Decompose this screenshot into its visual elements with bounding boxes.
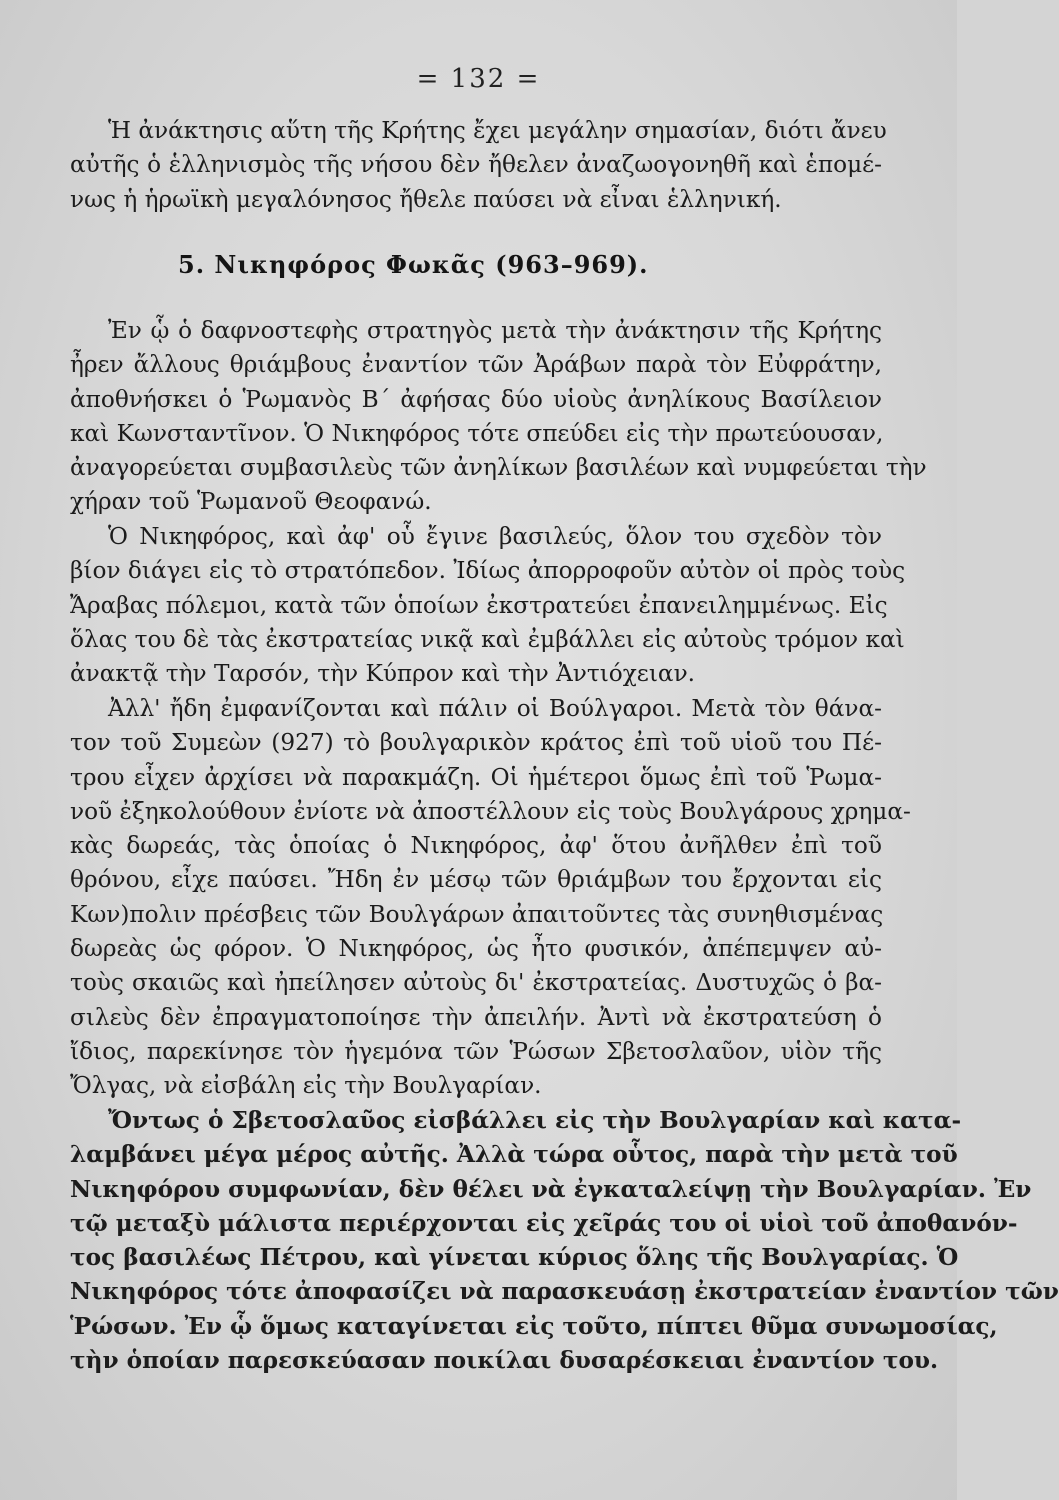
text-line: Κων)πολιν πρέσβεις τῶν Βουλγάρων ἀπαιτοῦντες τὰς συνηθισμένας bbox=[70, 900, 884, 928]
section-heading: 5. Νικηφόρος Φωκᾶς (963–969). bbox=[178, 250, 649, 279]
text-line: Ἡ ἀνάκτησις αὕτη τῆς Κρήτης ἔχει μεγάλην σημασίαν, διότι ἄνευ bbox=[108, 117, 887, 144]
text-line: δωρεὰς ὡς φόρον. Ὁ Νικηφόρος, ὡς ἦτο φυσικόν, ἀπέπεμψεν αὐ- bbox=[70, 935, 882, 963]
text-line: Ὁ Νικηφόρος, καὶ ἀφ' οὗ ἔγινε βασιλεύς, ὅλον του σχεδὸν τὸν bbox=[108, 523, 882, 550]
paragraph-bulgarians bbox=[70, 692, 911, 1104]
text-line: Ῥώσων. Ἐν ᾧ ὅμως καταγίνεται εἰς τοῦτο, πίπτει θῦμα συνωμοσίας, bbox=[70, 1312, 998, 1340]
text-line: τὴν ὁποίαν παρεσκεύασαν ποικίλαι δυσαρέσκειαι ἐναντίον του. bbox=[70, 1347, 939, 1375]
text-line: λαμβάνει μέγα μέρος αὐτῆς. Ἀλλὰ τώρα οὗτος, παρὰ τὴν μετὰ τοῦ bbox=[70, 1141, 958, 1169]
text-line: σιλεὺς δὲν ἐπραγματοποίησε τὴν ἀπειλήν. Ἀντὶ νὰ ἐκστρατεύση ὁ bbox=[70, 1003, 882, 1031]
text-line: ἀναγορεύεται συμβασιλεὺς τῶν ἀνηλίκων βασιλέων καὶ νυμφεύεται τὴν bbox=[70, 454, 927, 482]
text-line: αὐτῆς ὁ ἑλληνισμὸς τῆς νήσου δὲν ἤθελεν ἀναζωογονηθῆ καὶ ἑπομέ- bbox=[70, 151, 882, 179]
text-line: Νικηφόρου συμφωνίαν, δὲν θέλει νὰ ἐγκαταλείψῃ τὴν Βουλγαρίαν. Ἐν bbox=[70, 1175, 1032, 1203]
text-line: ἀνακτᾷ τὴν Ταρσόν, τὴν Κύπρον καὶ τὴν Ἀντιόχειαν. bbox=[70, 660, 696, 688]
text-line: ἦρεν ἄλλους θριάμβους ἐναντίον τῶν Ἀράβων παρὰ τὸν Εὐφράτην, bbox=[70, 351, 882, 379]
text-line: τος βασιλέως Πέτρου, καὶ γίνεται κύριος ὅλης τῆς Βουλγαρίας. Ὁ bbox=[70, 1244, 959, 1272]
text-line: θρόνου, εἶχε παύσει. Ἤδη ἐν μέσῳ τῶν θριάμβων του ἔρχονται εἰς bbox=[70, 866, 882, 894]
text-line: Ἄραβας πόλεμοι, κατὰ τῶν ὁποίων ἐκστρατεύει ἐπανειλημμένως. Εἰς bbox=[70, 591, 888, 619]
page-number: = 132 = bbox=[416, 64, 541, 94]
text-line: τῷ μεταξὺ μάλιστα περιέρχονται εἰς χεῖράς του οἱ υἱοὶ τοῦ ἀποθανόν- bbox=[70, 1209, 1018, 1237]
paragraph-arab-wars bbox=[70, 520, 906, 691]
text-line: ἀποθνήσκει ὁ Ῥωμανὸς Β΄ ἀφήσας δύο υἱοὺς ἀνηλίκους Βασίλειον bbox=[70, 385, 882, 413]
paragraph-nikephoros-ascension bbox=[70, 314, 927, 520]
text-line: βίον διάγει εἰς τὸ στρατόπεδον. Ἰδίως ἀπορροφοῦν αὐτὸν οἱ πρὸς τοὺς bbox=[70, 557, 906, 585]
paragraph-svetoslav bbox=[70, 1104, 1059, 1378]
text-line: Ὄλγας, νὰ εἰσβάλη εἰς τὴν Βουλγαρίαν. bbox=[70, 1072, 542, 1100]
text-line: νοῦ ἐξηκολούθουν ἐνίοτε νὰ ἀποστέλλουν εἰς τοὺς Βουλγάρους χρημα- bbox=[70, 797, 911, 825]
text-line: χήραν τοῦ Ῥωμανοῦ Θεοφανώ. bbox=[70, 488, 432, 516]
text-line: τον τοῦ Συμεὼν (927) τὸ βουλγαρικὸν κράτος ἐπὶ τοῦ υἱοῦ του Πέ- bbox=[70, 729, 882, 757]
text-line: νως ἡ ἡρωϊκὴ μεγαλόνησος ἤθελε παύσει νὰ εἶναι ἑλληνική. bbox=[70, 185, 782, 213]
text-line: Νικηφόρος τότε ἀποφασίζει νὰ παρασκευάσῃ ἐκστρατείαν ἐναντίον τῶν bbox=[70, 1278, 1059, 1306]
text-line: τρου εἶχεν ἀρχίσει νὰ παρακμάζη. Οἱ ἡμέτεροι ὅμως ἐπὶ τοῦ Ῥωμα- bbox=[70, 763, 882, 791]
text-line: Ὄντως ὁ Σβετοσλαῦος εἰσβάλλει εἰς τὴν Βουλγαρίαν καὶ κατα- bbox=[108, 1107, 962, 1134]
paragraph-crete-recovery bbox=[70, 114, 887, 217]
text-line: κὰς δωρεάς, τὰς ὁποίας ὁ Νικηφόρος, ἀφ' ὅτου ἀνῆλθεν ἐπὶ τοῦ bbox=[70, 832, 882, 860]
text-line: τοὺς σκαιῶς καὶ ἠπείλησεν αὐτοὺς δι' ἐκστρατείας. Δυστυχῶς ὁ βα- bbox=[70, 969, 882, 997]
text-line: καὶ Κωνσταντῖνον. Ὁ Νικηφόρος τότε σπεύδει εἰς τὴν πρωτεύουσαν, bbox=[70, 419, 884, 447]
text-line: Ἐν ᾧ ὁ δαφνοστεφὴς στρατηγὸς μετὰ τὴν ἀνάκτησιν τῆς Κρήτης bbox=[108, 317, 882, 344]
text-line: ἴδιος, παρεκίνησε τὸν ἡγεμόνα τῶν Ῥώσων Σβετοσλαῦον, υἱὸν τῆς bbox=[70, 1037, 882, 1065]
text-line: ὅλας του δὲ τὰς ἐκστρατείας νικᾷ καὶ ἐμβάλλει εἰς αὐτοὺς τρόμον καὶ bbox=[70, 625, 905, 653]
text-line: Ἀλλ' ἤδη ἐμφανίζονται καὶ πάλιν οἱ Βούλγαροι. Μετὰ τὸν θάνα- bbox=[108, 695, 882, 722]
